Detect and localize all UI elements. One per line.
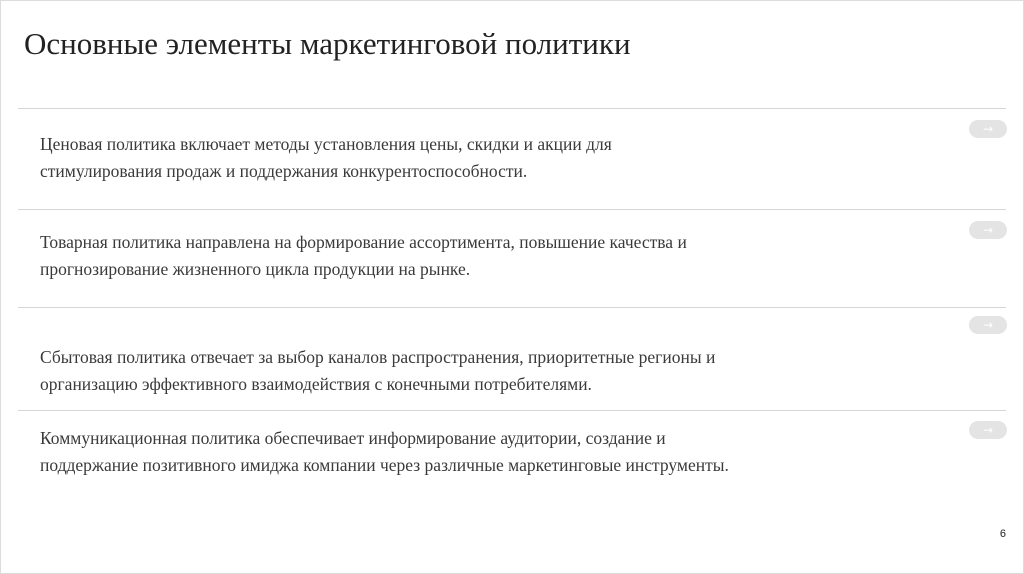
item-line: Ценовая политика включает методы установления цены, скидки и акции для bbox=[40, 134, 612, 154]
arrow-right-icon[interactable] bbox=[969, 421, 1007, 439]
arrow-right-icon[interactable] bbox=[969, 221, 1007, 239]
list-item-product-policy bbox=[40, 229, 860, 283]
divider bbox=[18, 209, 1006, 210]
item-line: организацию эффективного взаимодействия с конечными потребителями. bbox=[40, 374, 592, 394]
item-line: прогнозирование жизненного цикла продукции на рынке. bbox=[40, 259, 471, 279]
slide-title: Основные элементы маркетинговой политики bbox=[24, 26, 631, 61]
divider bbox=[18, 307, 1006, 308]
arrow-glyph: → bbox=[982, 223, 994, 237]
arrow-glyph: → bbox=[982, 423, 994, 437]
item-line: Товарная политика направлена на формирование ассортимента, повышение качества и bbox=[40, 232, 687, 252]
list-item-communication-policy bbox=[40, 425, 860, 479]
divider bbox=[18, 410, 1006, 411]
arrow-right-icon[interactable] bbox=[969, 120, 1007, 138]
list-item-price-policy bbox=[40, 131, 860, 185]
item-line: поддержание позитивного имиджа компании через различные маркетинговые инструменты. bbox=[40, 455, 729, 475]
list-item-distribution-policy bbox=[40, 344, 860, 398]
arrow-glyph: → bbox=[982, 122, 994, 136]
item-line: стимулирования продаж и поддержания конкурентоспособности. bbox=[40, 161, 528, 181]
arrow-glyph: → bbox=[982, 318, 994, 332]
divider bbox=[18, 108, 1006, 109]
arrow-right-icon[interactable] bbox=[969, 316, 1007, 334]
item-line: Коммуникационная политика обеспечивает информирование аудитории, создание и bbox=[40, 428, 666, 448]
page-number: 6 bbox=[999, 528, 1006, 540]
item-line: Сбытовая политика отвечает за выбор каналов распространения, приоритетные регионы и bbox=[40, 347, 716, 367]
